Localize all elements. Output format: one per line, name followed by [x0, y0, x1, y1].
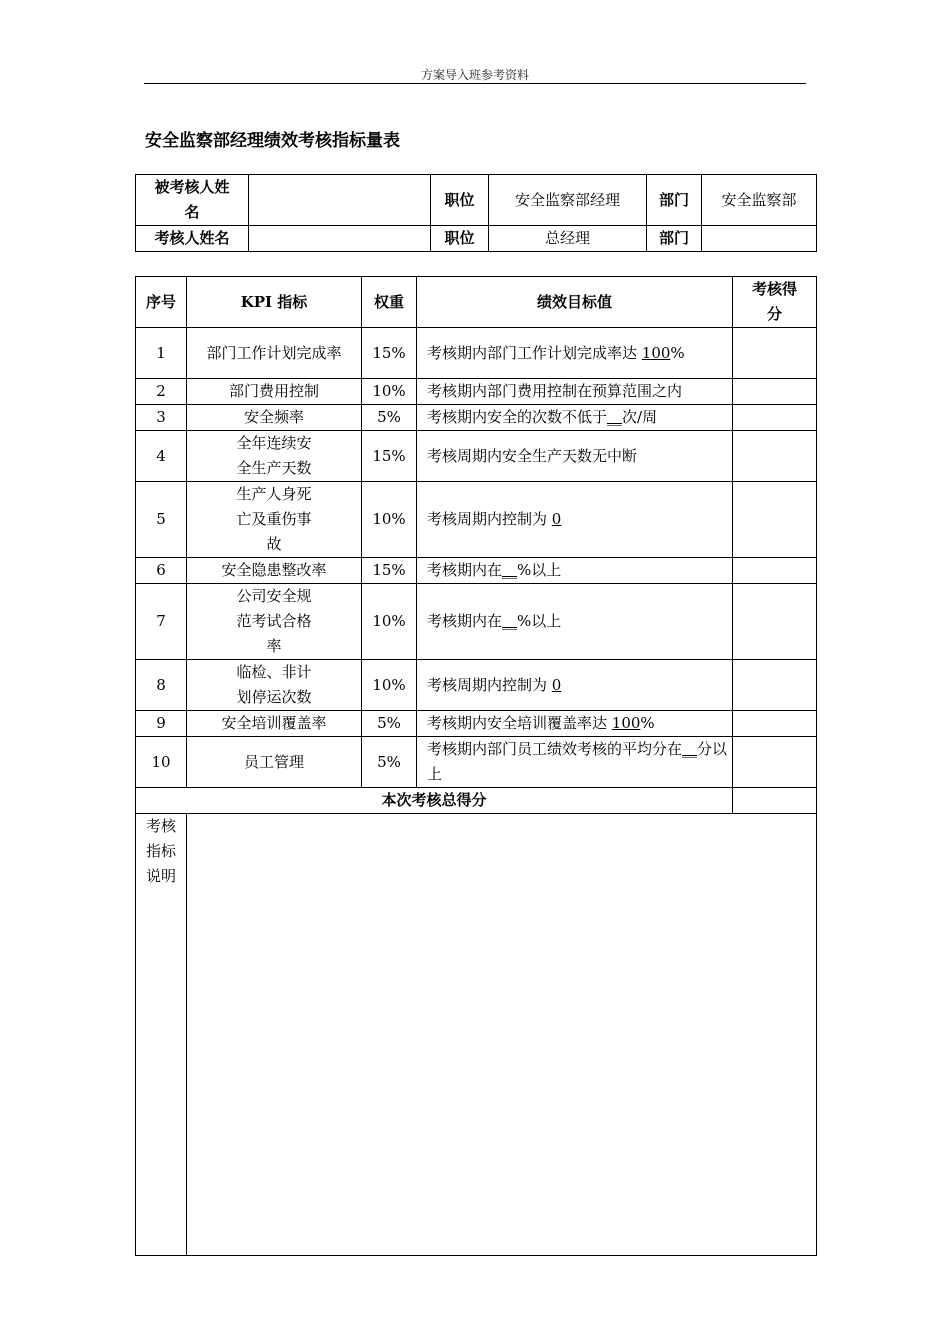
- kpi-row-target: 考核期内在__%以上: [417, 558, 733, 584]
- target-underlined-value: 100: [641, 343, 671, 362]
- kpi-row-indicator: [187, 328, 362, 379]
- assessee-name-label-text: 被考核人姓名: [154, 178, 230, 221]
- kpi-row-weight: 15%: [362, 558, 417, 584]
- kpi-row-weight: 10%: [362, 482, 417, 558]
- kpi-row-weight: 5%: [362, 405, 417, 431]
- kpi-row-indicator-text: 公司安全规范考试合格率: [236, 587, 312, 655]
- kpi-row-indicator: [187, 379, 362, 405]
- kpi-row-indicator-text: 安全隐患整改率: [221, 561, 327, 579]
- kpi-row-indicator-text: 员工管理: [243, 752, 304, 771]
- header-target: 绩效目标值: [417, 277, 733, 328]
- kpi-row-weight: 5%: [362, 737, 417, 788]
- assessor-department-label: 部门: [647, 226, 702, 252]
- target-underlined-value: 100: [611, 714, 641, 732]
- kpi-row-weight: 15%: [362, 328, 417, 379]
- target-underlined-value: 0: [551, 510, 562, 528]
- total-score-field[interactable]: [733, 788, 817, 814]
- assessor-name-field[interactable]: [249, 226, 431, 252]
- kpi-row-indicator-text: 安全频率: [243, 408, 304, 426]
- assessor-position-label: 职位: [431, 226, 489, 252]
- kpi-row-indicator: [187, 482, 362, 558]
- assessee-name-field[interactable]: [249, 175, 431, 226]
- kpi-row-indicator-text: 临检、非计划停运次数: [236, 663, 312, 706]
- kpi-row-no: 10: [136, 737, 187, 788]
- kpi-row-score-field[interactable]: [733, 482, 817, 558]
- kpi-row-score-field[interactable]: [733, 558, 817, 584]
- notes-label: [136, 814, 187, 1256]
- kpi-row-score-field[interactable]: [733, 660, 817, 711]
- kpi-row-score-field[interactable]: [733, 711, 817, 737]
- header-score-text: 考核得分: [751, 280, 797, 323]
- position-value: 安全监察部经理: [489, 175, 647, 226]
- kpi-row-no: 5: [136, 482, 187, 558]
- page-header: 方案导入班参考资料: [420, 68, 529, 82]
- assessor-department-field[interactable]: [702, 226, 817, 252]
- notes-label-text: 考核指标说明: [145, 817, 176, 885]
- total-score-label: 本次考核总得分: [136, 788, 733, 814]
- kpi-row-no: 1: [136, 328, 187, 379]
- kpi-row-weight: 10%: [362, 660, 417, 711]
- kpi-row-target: 考核周期内安全生产天数无中断: [417, 431, 733, 482]
- kpi-header-row: [136, 277, 817, 328]
- kpi-row-indicator: [187, 405, 362, 431]
- kpi-row-target: 考核期内在__%以上: [417, 584, 733, 660]
- kpi-row-indicator: [187, 584, 362, 660]
- kpi-row: [136, 584, 817, 660]
- target-underlined-value: __: [682, 740, 698, 758]
- kpi-row-score-field[interactable]: [733, 328, 817, 379]
- kpi-row: [136, 431, 817, 482]
- header-weight: 权重: [362, 277, 417, 328]
- kpi-row-no: 4: [136, 431, 187, 482]
- target-underlined-value: __: [502, 612, 518, 630]
- header-rule: [144, 83, 806, 84]
- kpi-row: [136, 711, 817, 737]
- kpi-row-no: 9: [136, 711, 187, 737]
- total-score-row: [136, 788, 817, 814]
- kpi-row: [136, 379, 817, 405]
- header-score: [733, 277, 817, 328]
- kpi-row: [136, 328, 817, 379]
- kpi-row-target: 考核期内部门工作计划完成率达 100%: [417, 328, 733, 379]
- kpi-row: [136, 482, 817, 558]
- kpi-row-no: 6: [136, 558, 187, 584]
- assessor-name-label: 考核人姓名: [136, 226, 249, 252]
- kpi-table: [135, 276, 817, 1256]
- kpi-row-score-field[interactable]: [733, 584, 817, 660]
- kpi-row-no: 3: [136, 405, 187, 431]
- kpi-row: [136, 660, 817, 711]
- header-no: 序号: [136, 277, 187, 328]
- kpi-row: [136, 737, 817, 788]
- kpi-row-target: 考核期内部门员工绩效考核的平均分在__分以上: [417, 737, 733, 788]
- target-underlined-value: 0: [551, 675, 562, 694]
- position-label: 职位: [431, 175, 489, 226]
- kpi-row-indicator-text: 安全培训覆盖率: [221, 714, 327, 732]
- kpi-row-indicator: [187, 558, 362, 584]
- kpi-row-target: 考核期内安全培训覆盖率达 100%: [417, 711, 733, 737]
- kpi-row-score-field[interactable]: [733, 737, 817, 788]
- kpi-row-indicator-text: 生产人身死亡及重伤事故: [236, 485, 312, 553]
- kpi-row-weight: 15%: [362, 431, 417, 482]
- kpi-row-target: 考核周期内控制为 0: [417, 482, 733, 558]
- kpi-row-indicator: [187, 660, 362, 711]
- assessor-position-value: 总经理: [489, 226, 647, 252]
- kpi-row-no: 8: [136, 660, 187, 711]
- department-label: 部门: [647, 175, 702, 226]
- kpi-row-indicator: [187, 737, 362, 788]
- kpi-row-weight: 5%: [362, 711, 417, 737]
- kpi-row-indicator-text: 全年连续安全生产天数: [236, 434, 312, 477]
- assessee-info-table: [135, 174, 817, 252]
- kpi-row-score-field[interactable]: [733, 431, 817, 482]
- kpi-row-score-field[interactable]: [733, 379, 817, 405]
- notes-content-field[interactable]: [187, 814, 817, 1256]
- header-kpi: KPI 指标: [187, 277, 362, 328]
- kpi-row-no: 2: [136, 379, 187, 405]
- target-underlined-value: __: [607, 408, 623, 426]
- kpi-row-score-field[interactable]: [733, 405, 817, 431]
- kpi-row-weight: 10%: [362, 379, 417, 405]
- kpi-row-indicator-text: 部门工作计划完成率: [206, 343, 342, 362]
- kpi-row-indicator-text: 部门费用控制: [228, 382, 319, 400]
- kpi-row-no: 7: [136, 584, 187, 660]
- kpi-row-target: 考核期内部门费用控制在预算范围之内: [417, 379, 733, 405]
- kpi-row-indicator: [187, 431, 362, 482]
- kpi-row: [136, 405, 817, 431]
- target-underlined-value: __: [502, 561, 518, 579]
- kpi-row-target: 考核期内安全的次数不低于__次/周: [417, 405, 733, 431]
- notes-row: [136, 814, 817, 1256]
- kpi-row-target: 考核周期内控制为 0: [417, 660, 733, 711]
- document-title: 安全监察部经理绩效考核指标量表: [145, 131, 400, 151]
- kpi-row-weight: 10%: [362, 584, 417, 660]
- kpi-row: [136, 558, 817, 584]
- assessee-name-label: [136, 175, 249, 226]
- department-value: 安全监察部: [702, 175, 817, 226]
- kpi-row-indicator: [187, 711, 362, 737]
